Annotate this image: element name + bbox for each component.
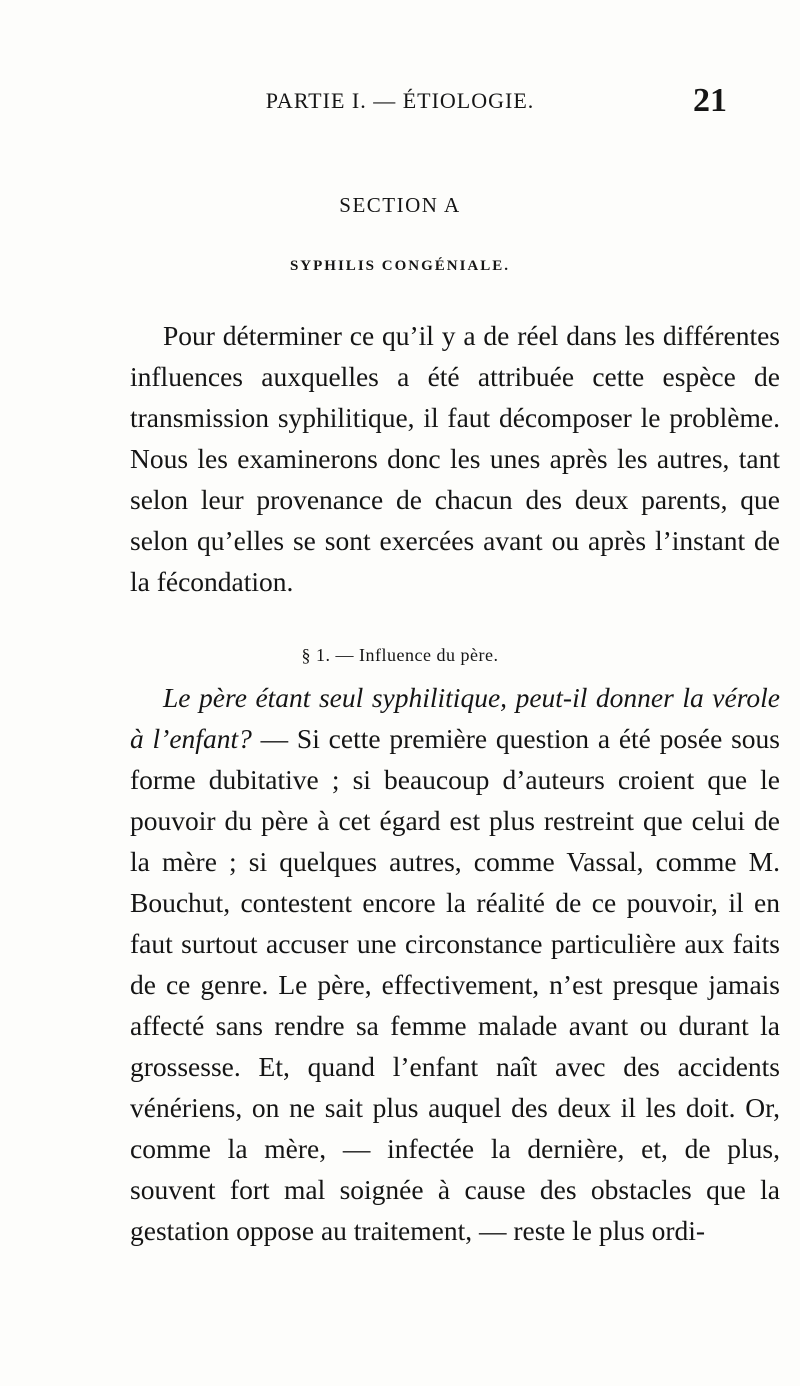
subsection-heading: § 1. — Influence du père. <box>301 645 499 665</box>
page-number: 21 <box>693 82 727 119</box>
paragraph-2-text: — Si cette première question a été posée sous forme dubitative ; si beaucoup d’auteurs croient que le pouvoir du père à cet égard est plus restreint que celui de la mère ; si quelques autres, comme Vassal, comme M. Bouchut, contestent encore la réalité de ce pouvoir, il en faut surtout accuser une circonstance particulière aux faits de ce genre. Le père, effectivement, n’est presque jamais affecté sans rendre sa femme malade avant ou durant la grossesse. Et, quand l’enfant naît avec des accidents vénériens, on ne sait plus auquel des deux il les doit. Or, comme la mère, — infectée la dernière, et, de plus, souvent fort mal soignée à cause des obstacles que la gestation oppose au traitement, — reste le plus ordi- <box>130 723 780 1246</box>
section-title: SECTION A <box>339 193 461 217</box>
section-subtitle: SYPHILIS CONGÉNIALE. <box>289 258 511 274</box>
body-paragraph-1: Pour déterminer ce qu’il y a de réel dans les différentes influences auxquelles a été attribuée cette espèce de transmission syphilitique, il faut décomposer le problème. Nous les examinerons donc les unes après les autres, tant selon leur provenance de chacun des deux parents, que selon qu’elles se sont exercées avant ou après l’instant de la fécondation. <box>130 320 780 597</box>
italic-question: Le père étant seul syphilitique, peut-il donner la vérole à l’enfant? <box>130 682 780 754</box>
body-paragraph-2 <box>130 677 780 1251</box>
running-head: PARTIE I. — ÉTIOLOGIE. <box>265 88 535 113</box>
